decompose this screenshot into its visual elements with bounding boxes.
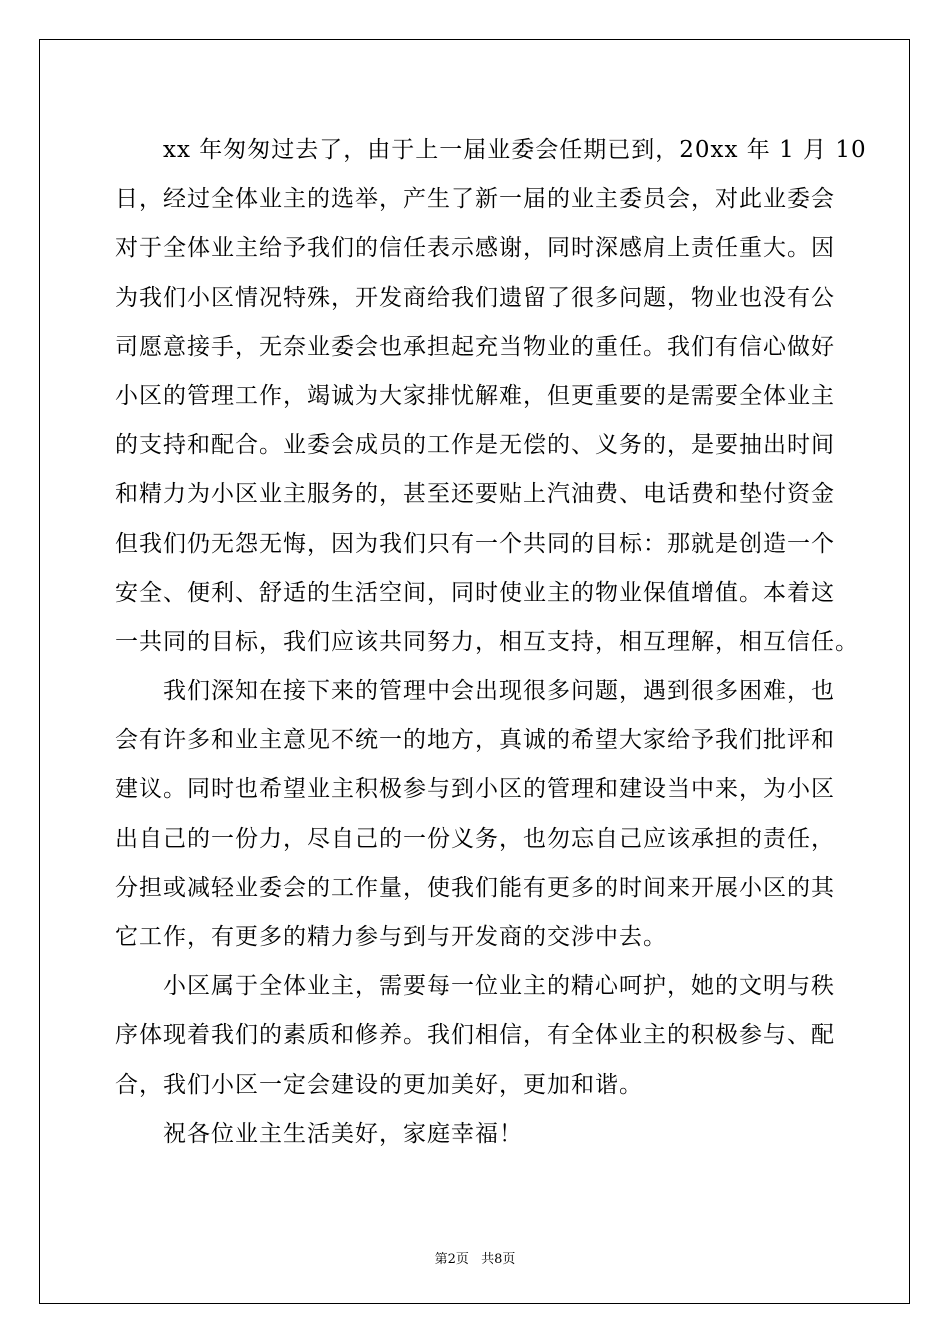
text-line: 小区属于全体业主，需要每一位业主的精心呵护，她的文明与秩 <box>163 973 835 1000</box>
text-line: 小区的管理工作，竭诚为大家排忧解难，但更重要的是需要全体业主 <box>115 382 835 409</box>
page-total: 共8页 <box>481 1252 516 1267</box>
text-line: 会有许多和业主意见不统一的地方，真诚的希望大家给予我们批评和 <box>115 727 835 754</box>
text-line: 的支持和配合。业委会成员的工作是无偿的、义务的，是要抽出时间 <box>115 432 835 459</box>
text-line: 我们深知在接下来的管理中会出现很多问题，遇到很多困难，也 <box>163 678 835 705</box>
text-line: 为我们小区情况特殊，开发商给我们遗留了很多问题，物业也没有公 <box>115 284 835 311</box>
text-line: 和精力为小区业主服务的，甚至还要贴上汽油费、电话费和垫付资金 <box>115 481 835 508</box>
text-line: 序体现着我们的素质和修养。我们相信，有全体业主的积极参与、配 <box>115 1022 835 1049</box>
page-footer <box>0 1248 950 1267</box>
text-line: 对于全体业主给予我们的信任表示感谢，同时深感肩上责任重大。因 <box>115 235 835 262</box>
text-line: xx 年匆匆过去了，由于上一届业委会任期已到，20xx 年 1 月 10 <box>163 137 867 163</box>
text-line: 一共同的目标，我们应该共同努力，相互支持，相互理解，相互信任。 <box>115 628 859 655</box>
text-line: 祝各位业主生活美好，家庭幸福！ <box>163 1120 523 1147</box>
text-line: 出自己的一份力，尽自己的一份义务，也勿忘自己应该承担的责任， <box>115 825 835 852</box>
text-line: 但我们仍无怨无悔，因为我们只有一个共同的目标：那就是创造一个 <box>115 530 835 557</box>
text-line: 日，经过全体业主的选举，产生了新一届的业主委员会，对此业委会 <box>115 186 835 213</box>
text-line: 司愿意接手，无奈业委会也承担起充当物业的重任。我们有信心做好 <box>115 333 835 360</box>
text-line: 安全、便利、舒适的生活空间，同时使业主的物业保值增值。本着这 <box>115 579 835 606</box>
text-line: 它工作，有更多的精力参与到与开发商的交涉中去。 <box>115 924 667 950</box>
document-body <box>115 126 867 1159</box>
text-line: 合，我们小区一定会建设的更加美好，更加和谐。 <box>115 1071 643 1098</box>
text-line: 建议。同时也希望业主积极参与到小区的管理和建设当中来，为小区 <box>115 776 835 803</box>
page-number: 第2页 <box>434 1252 469 1267</box>
text-line: 分担或减轻业委会的工作量，使我们能有更多的时间来开展小区的其 <box>115 874 835 901</box>
